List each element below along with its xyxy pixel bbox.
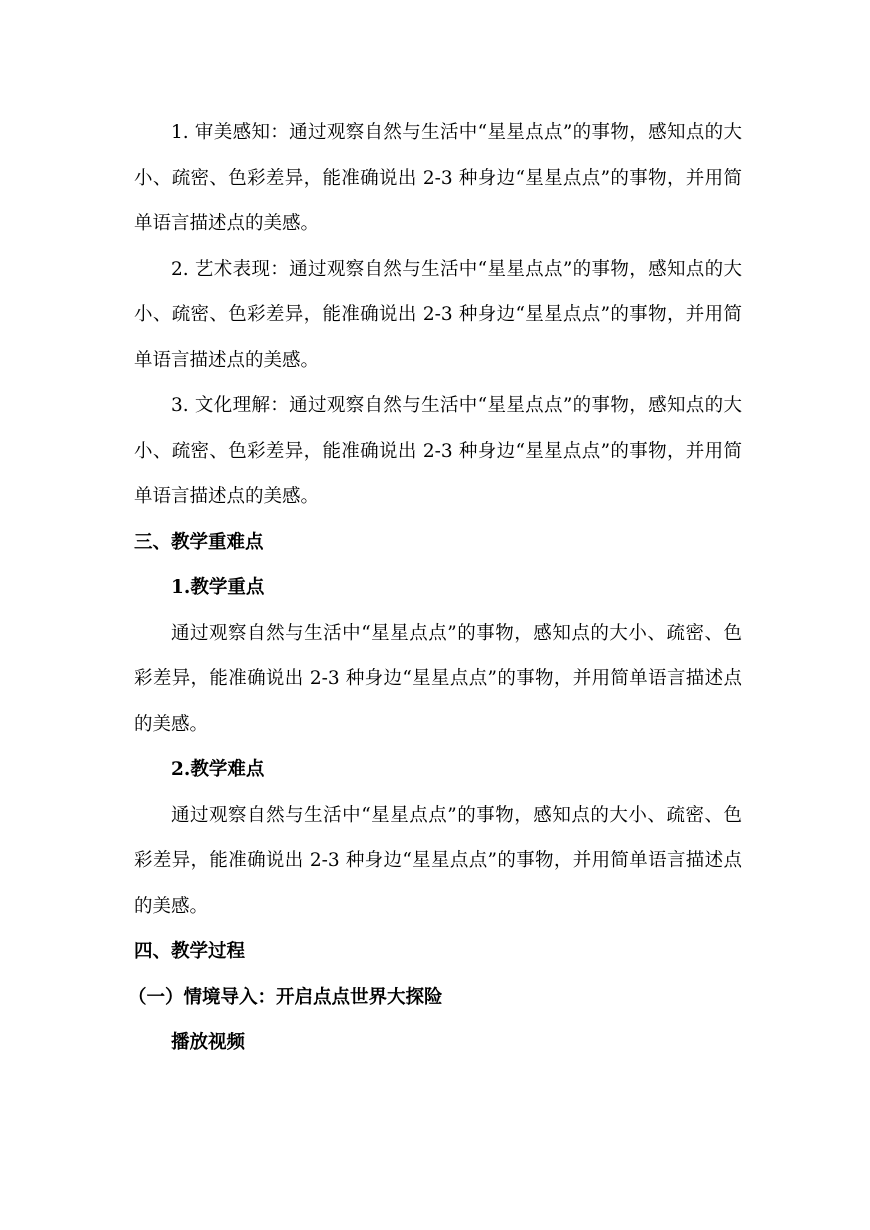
subsection-heading-introduction: （一）情境导入：开启点点世界大探险 bbox=[128, 986, 443, 1008]
section-heading-teaching-process: 四、教学过程 bbox=[134, 941, 246, 962]
difficult-points-text: 通过观察自然与生活中“星星点点”的事物，感知点的大小、疏密、色彩差异，能准确说出 2-3 种身边“星星点点”的事物，并用简单语言描述点的美感。 bbox=[134, 804, 742, 917]
subheading-difficult-points: 2.教学难点 bbox=[171, 759, 265, 780]
objective-artistic-expression: 2. 艺术表现：通过观察自然与生活中“星星点点”的事物，感知点的大小、疏密、色彩差异，能准确说出 2-3 种身边“星星点点”的事物，并用简单语言描述点的美感。 bbox=[134, 258, 742, 371]
section-heading-key-difficult-points: 三、教学重难点 bbox=[134, 531, 264, 553]
key-points-text: 通过观察自然与生活中“星星点点”的事物，感知点的大小、疏密、色彩差异，能准确说出 2-3 种身边“星星点点”的事物，并用简单语言描述点的美感。 bbox=[134, 622, 742, 735]
step-heading-play-video: 播放视频 bbox=[171, 1032, 246, 1053]
objective-cultural-understanding: 3. 文化理解：通过观察自然与生活中“星星点点”的事物，感知点的大小、疏密、色彩差异，能准确说出 2-3 种身边“星星点点”的事物，并用简单语言描述点的美感。 bbox=[134, 395, 742, 507]
subheading-key-points: 1.教学重点 bbox=[171, 577, 265, 598]
objective-aesthetic-perception: 1. 审美感知：通过观察自然与生活中“星星点点”的事物，感知点的大小、疏密、色彩差异，能准确说出 2-3 种身边“星星点点”的事物，并用简单语言描述点的美感。 bbox=[134, 122, 742, 234]
document-body bbox=[128, 110, 742, 1066]
